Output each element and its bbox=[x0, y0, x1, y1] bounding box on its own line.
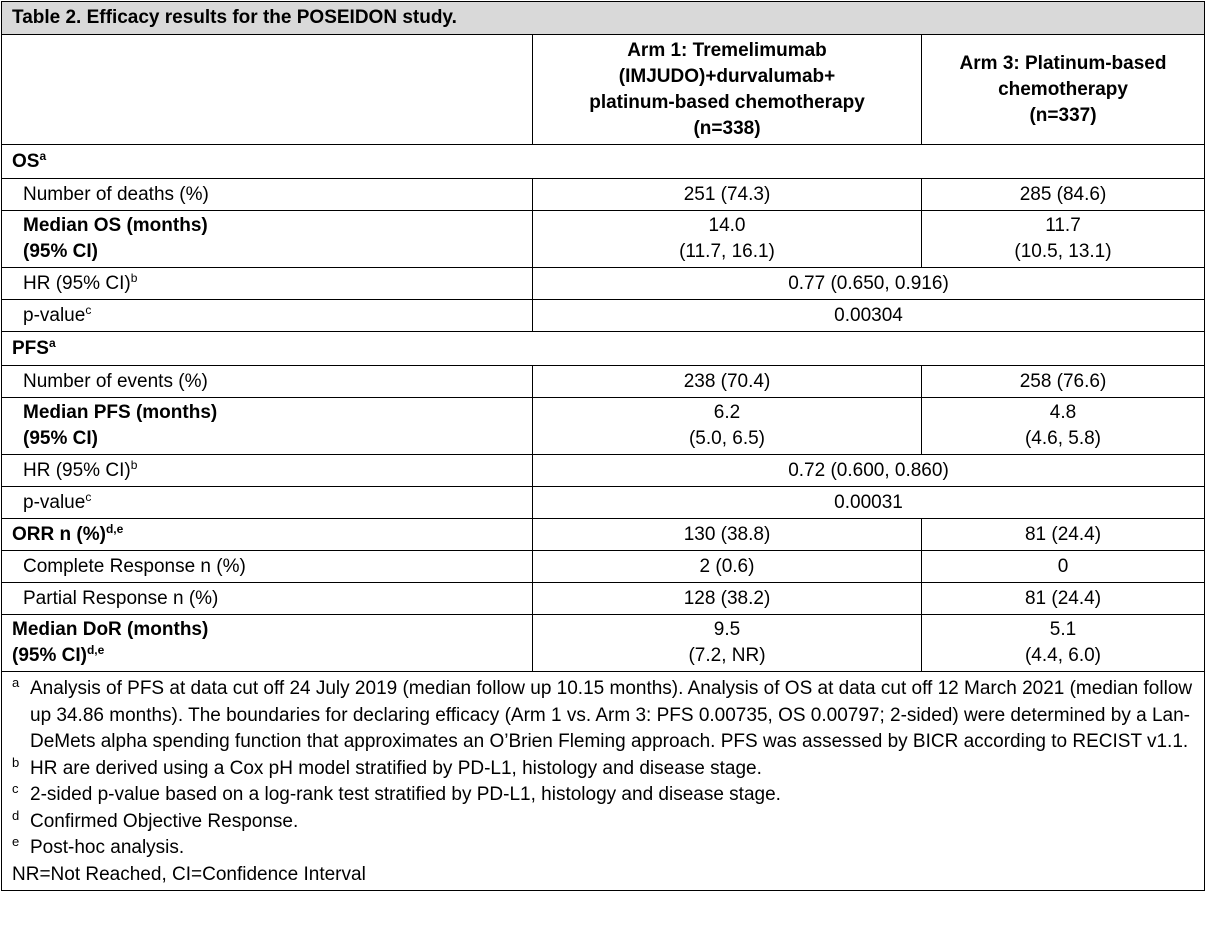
row-label: Median OS (months) (95% CI) bbox=[2, 211, 533, 268]
section-pfs bbox=[2, 332, 1205, 366]
cell-arm3: 4.8 (4.6, 5.8) bbox=[922, 398, 1205, 455]
footnote: a Analysis of PFS at data cut off 24 July 2019 (median follow up 10.15 months). Analysis of OS at data cut off 12 March 2021 (median follow up 34.86 months). The boundaries for declaring efficacy (Arm 1 vs. Arm 3: PFS 0.00735, OS 0.00797; 2-sided) were determined by a Lan-DeMets alpha spending function that approximates an O’Brien Fleming approach. PFS was assessed by BICR according to RECIST v1.1. bbox=[12, 675, 1193, 752]
table-row bbox=[2, 398, 1205, 455]
table-row bbox=[2, 211, 1205, 268]
cell-merged: 0.00031 bbox=[533, 487, 1205, 519]
cell-arm1: 6.2 (5.0, 6.5) bbox=[533, 398, 922, 455]
cell-arm1: 2 (0.6) bbox=[533, 551, 922, 583]
footnote: c 2-sided p-value based on a log-rank test stratified by PD-L1, histology and disease stage. bbox=[12, 781, 781, 805]
cell-merged: 0.77 (0.650, 0.916) bbox=[533, 268, 1205, 300]
table-row bbox=[2, 615, 1205, 672]
efficacy-table bbox=[1, 1, 1205, 891]
cell-merged: 0.72 (0.600, 0.860) bbox=[533, 455, 1205, 487]
table-row bbox=[2, 366, 1205, 398]
table-row bbox=[2, 455, 1205, 487]
footnote: b HR are derived using a Cox pH model stratified by PD-L1, histology and disease stage. bbox=[12, 754, 762, 779]
cell-arm1: 128 (38.2) bbox=[533, 583, 922, 615]
header-arm1: Arm 1: Tremelimumab (IMJUDO)+durvalumab+ platinum-based chemotherapy (n=338) bbox=[533, 35, 922, 145]
section-os bbox=[2, 145, 1205, 179]
row-label-dor: Median DoR (months) (95% CI)$^{d,e}$ bbox=[2, 615, 533, 672]
table-row bbox=[2, 583, 1205, 615]
cell-arm1: 14.0 (11.7, 16.1) bbox=[533, 211, 922, 268]
cell-arm1: 238 (70.4) bbox=[533, 366, 922, 398]
cell-arm1: 9.5 (7.2, NR) bbox=[533, 615, 922, 672]
table-row bbox=[2, 300, 1205, 332]
table-row bbox=[2, 519, 1205, 551]
cell-arm3: 0 bbox=[922, 551, 1205, 583]
row-label: HR (95% CI)$^b$ bbox=[2, 268, 533, 300]
section-label-pfs: PFS$^a$ bbox=[2, 332, 1205, 366]
abbreviations: NR=Not Reached, CI=Confidence Interval bbox=[12, 863, 366, 885]
cell-arm3: 81 (24.4) bbox=[922, 519, 1205, 551]
row-label: HR (95% CI)$^b$ bbox=[2, 455, 533, 487]
cell-merged: 0.00304 bbox=[533, 300, 1205, 332]
table-title-row bbox=[2, 2, 1205, 35]
footnotes-row bbox=[2, 672, 1205, 891]
row-label: Number of deaths (%) bbox=[2, 179, 533, 211]
row-label: p-value$^c$ bbox=[2, 487, 533, 519]
footnotes bbox=[2, 672, 1205, 891]
cell-arm3: 285 (84.6) bbox=[922, 179, 1205, 211]
table-title: Table 2. Efficacy results for the POSEIDON study. bbox=[2, 2, 1205, 35]
row-label: Number of events (%) bbox=[2, 366, 533, 398]
table-row bbox=[2, 551, 1205, 583]
row-label: Complete Response n (%) bbox=[2, 551, 533, 583]
footnote: e Post-hoc analysis. bbox=[12, 834, 185, 858]
cell-arm3: 5.1 (4.4, 6.0) bbox=[922, 615, 1205, 672]
header-empty-cell bbox=[2, 35, 533, 145]
table-row bbox=[2, 179, 1205, 211]
table-row bbox=[2, 487, 1205, 519]
cell-arm1: 251 (74.3) bbox=[533, 179, 922, 211]
section-label-os: $OS^a$ bbox=[2, 145, 1205, 179]
header-row bbox=[2, 35, 1205, 145]
row-label-orr: ORR n (%)$^{d,e}$ bbox=[2, 519, 533, 551]
cell-arm3: 11.7 (10.5, 13.1) bbox=[922, 211, 1205, 268]
cell-arm1: 130 (38.8) bbox=[533, 519, 922, 551]
cell-arm3: 81 (24.4) bbox=[922, 583, 1205, 615]
table-row bbox=[2, 268, 1205, 300]
header-arm3: Arm 3: Platinum-based chemotherapy (n=337) bbox=[922, 35, 1205, 145]
row-label: Partial Response n (%) bbox=[2, 583, 533, 615]
row-label: Median PFS (months) (95% CI) bbox=[2, 398, 533, 455]
footnote: d Confirmed Objective Response. bbox=[12, 807, 299, 832]
cell-arm3: 258 (76.6) bbox=[922, 366, 1205, 398]
row-label: p-value$^c$ bbox=[2, 300, 533, 332]
